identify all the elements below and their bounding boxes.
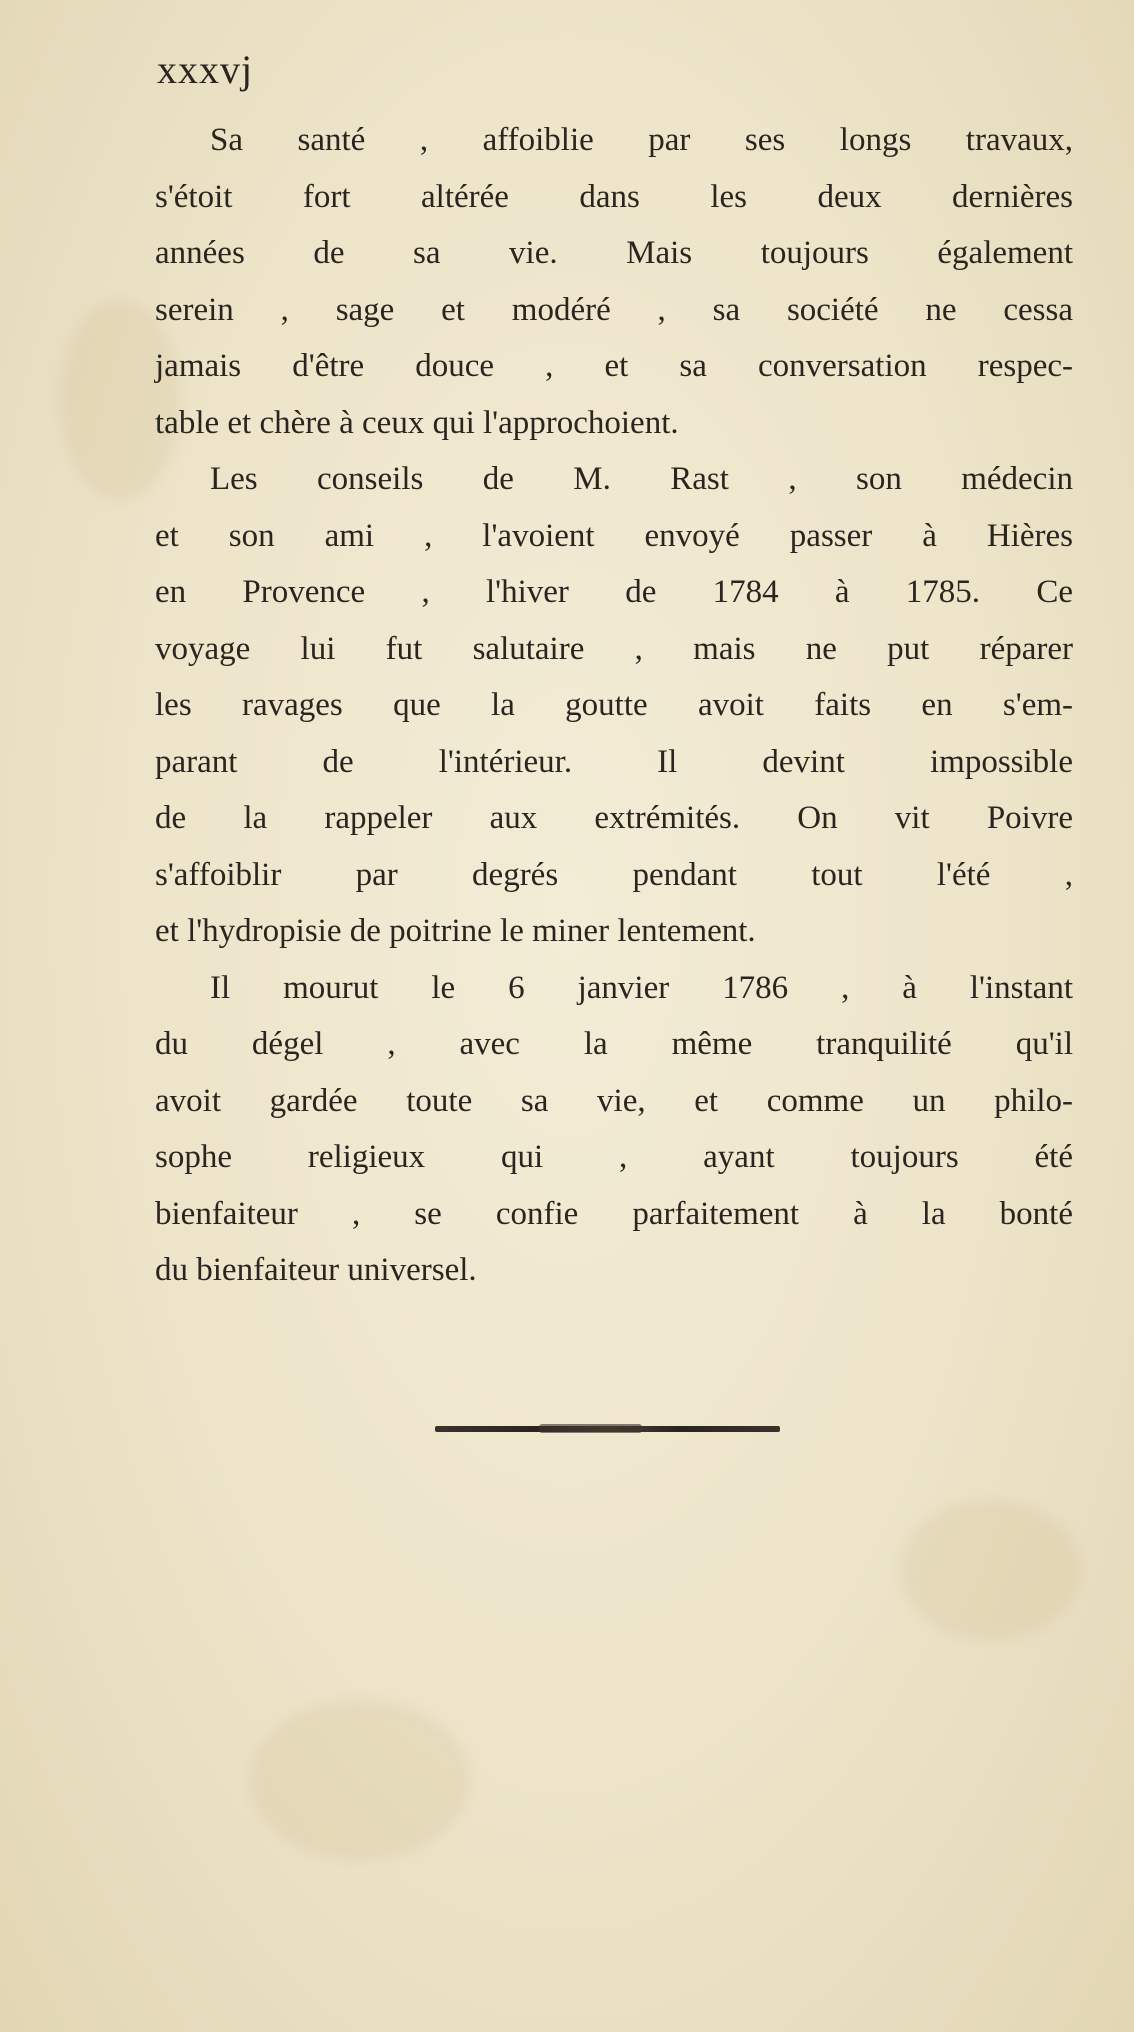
text-line: table et chère à ceux qui l'approchoient. <box>155 404 679 441</box>
text-line: Sa santé , affoiblie par ses longs travaux, <box>210 122 1073 158</box>
text-line: et son ami , l'avoient envoyé passer à Hières <box>155 517 1073 554</box>
text-line: en Provence , l'hiver de 1784 à 1785. Ce <box>155 574 1073 610</box>
paper-stain <box>250 1700 470 1860</box>
text-line: années de sa vie. Mais toujours également <box>155 235 1073 271</box>
section-rule <box>435 1426 780 1432</box>
text-line: de la rappeler aux extrémités. On vit Poivre <box>155 800 1073 836</box>
text-line: du bienfaiteur universel. <box>155 1252 477 1288</box>
text-line: voyage lui fut salutaire , mais ne put réparer <box>155 630 1073 667</box>
text-line: Les conseils de M. Rast , son médecin <box>210 461 1073 497</box>
text-line: s'affoiblir par degrés pendant tout l'été , <box>155 856 1073 893</box>
text-line: parant de l'intérieur. Il devint impossible <box>155 743 1073 780</box>
text-line: avoit gardée toute sa vie, et comme un philo- <box>155 1082 1073 1119</box>
paper-stain <box>900 1500 1080 1640</box>
body-text <box>155 112 1073 1299</box>
text-line: serein , sage et modéré , sa société ne cessa <box>155 291 1073 328</box>
text-line: s'étoit fort altérée dans les deux dernières <box>155 178 1073 215</box>
text-line: bienfaiteur , se confie parfaitement à la bonté <box>155 1195 1073 1232</box>
text-line: sophe religieux qui , ayant toujours été <box>155 1139 1073 1175</box>
text-line: Il mourut le 6 janvier 1786 , à l'instant <box>210 969 1073 1006</box>
text-line: du dégel , avec la même tranquilité qu'il <box>155 1026 1073 1062</box>
page-number: xxxvj <box>157 47 254 92</box>
text-line: et l'hydropisie de poitrine le miner lentement. <box>155 913 756 949</box>
text-line: jamais d'être douce , et sa conversation respec- <box>155 348 1073 384</box>
text-line: les ravages que la goutte avoit faits en s'em- <box>155 687 1073 723</box>
